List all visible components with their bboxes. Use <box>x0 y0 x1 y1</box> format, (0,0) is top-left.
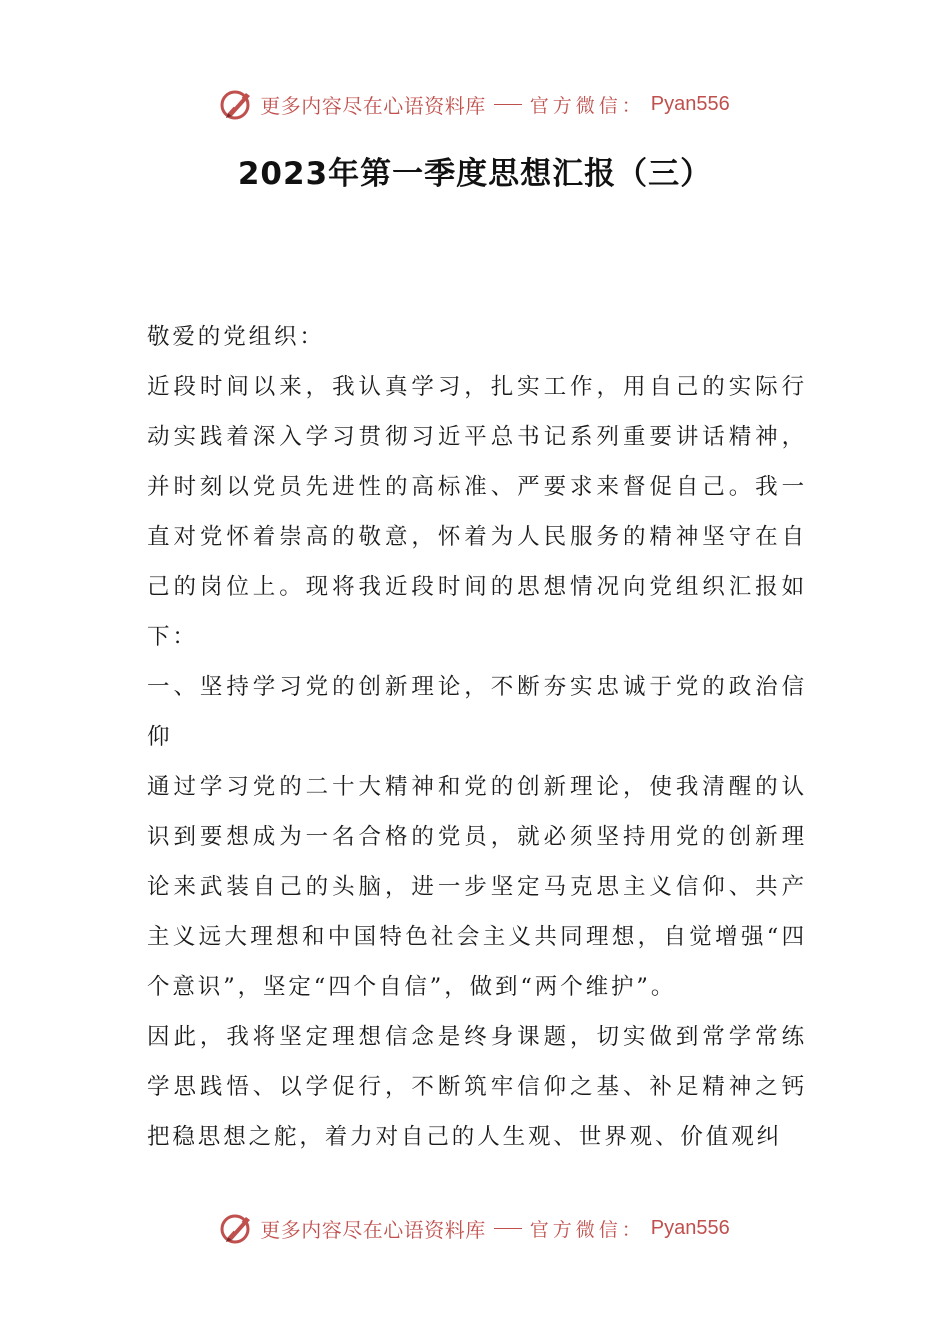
pen-logo-icon <box>220 1211 254 1245</box>
document-body <box>147 312 807 1162</box>
banner-wechat-label: 官方微信： <box>529 1218 645 1241</box>
salutation: 敬爱的党组织： <box>147 324 325 350</box>
banner-brand-text: 更多内容尽在心语资料库 <box>260 1217 486 1242</box>
paragraph: 因此，我将坚定理想信念是终身课题，切实做到常学常练学思践悟、以学促行，不断筑牢信仰之基、补足精神之钙把稳思想之舵，着力对自己的人生观、世界观、价值观纠 <box>147 1024 807 1150</box>
banner-wechat-label: 官方微信： <box>529 94 645 117</box>
paragraph: 通过学习党的二十大精神和党的创新理论，使我清醒的认识到要想成为一名合格的党员，就必须坚持用党的创新理论来武装自己的头脑，进一步坚定马克思主义信仰、共产主义远大理想和中国特色社会主义共同理想，自觉增强“四个意识”，坚定“四个自信”，做到“两个维护”。 <box>147 774 807 1000</box>
header-banner <box>0 84 950 124</box>
footer-banner <box>0 1208 950 1248</box>
pen-logo-icon <box>220 87 254 121</box>
banner-dash <box>494 104 522 105</box>
banner-brand-text: 更多内容尽在心语资料库 <box>260 93 486 118</box>
banner-wechat-id: Pyan556 <box>650 92 730 115</box>
section-heading: 一、坚持学习党的创新理论，不断夯实忠诚于党的政治信仰 <box>147 674 807 750</box>
banner-wechat-id: Pyan556 <box>650 1216 730 1239</box>
paragraph: 近段时间以来，我认真学习，扎实工作，用自己的实际行动实践着深入学习贯彻习近平总书记系列重要讲话精神，并时刻以党员先进性的高标准、严要求来督促自己。我一直对党怀着崇高的敬意，怀着为人民服务的精神坚守在自己的岗位上。现将我近段时间的思想情况向党组织汇报如下： <box>147 374 807 650</box>
document-title: 2023年第一季度思想汇报（三） <box>237 156 713 192</box>
banner-dash <box>494 1228 522 1229</box>
